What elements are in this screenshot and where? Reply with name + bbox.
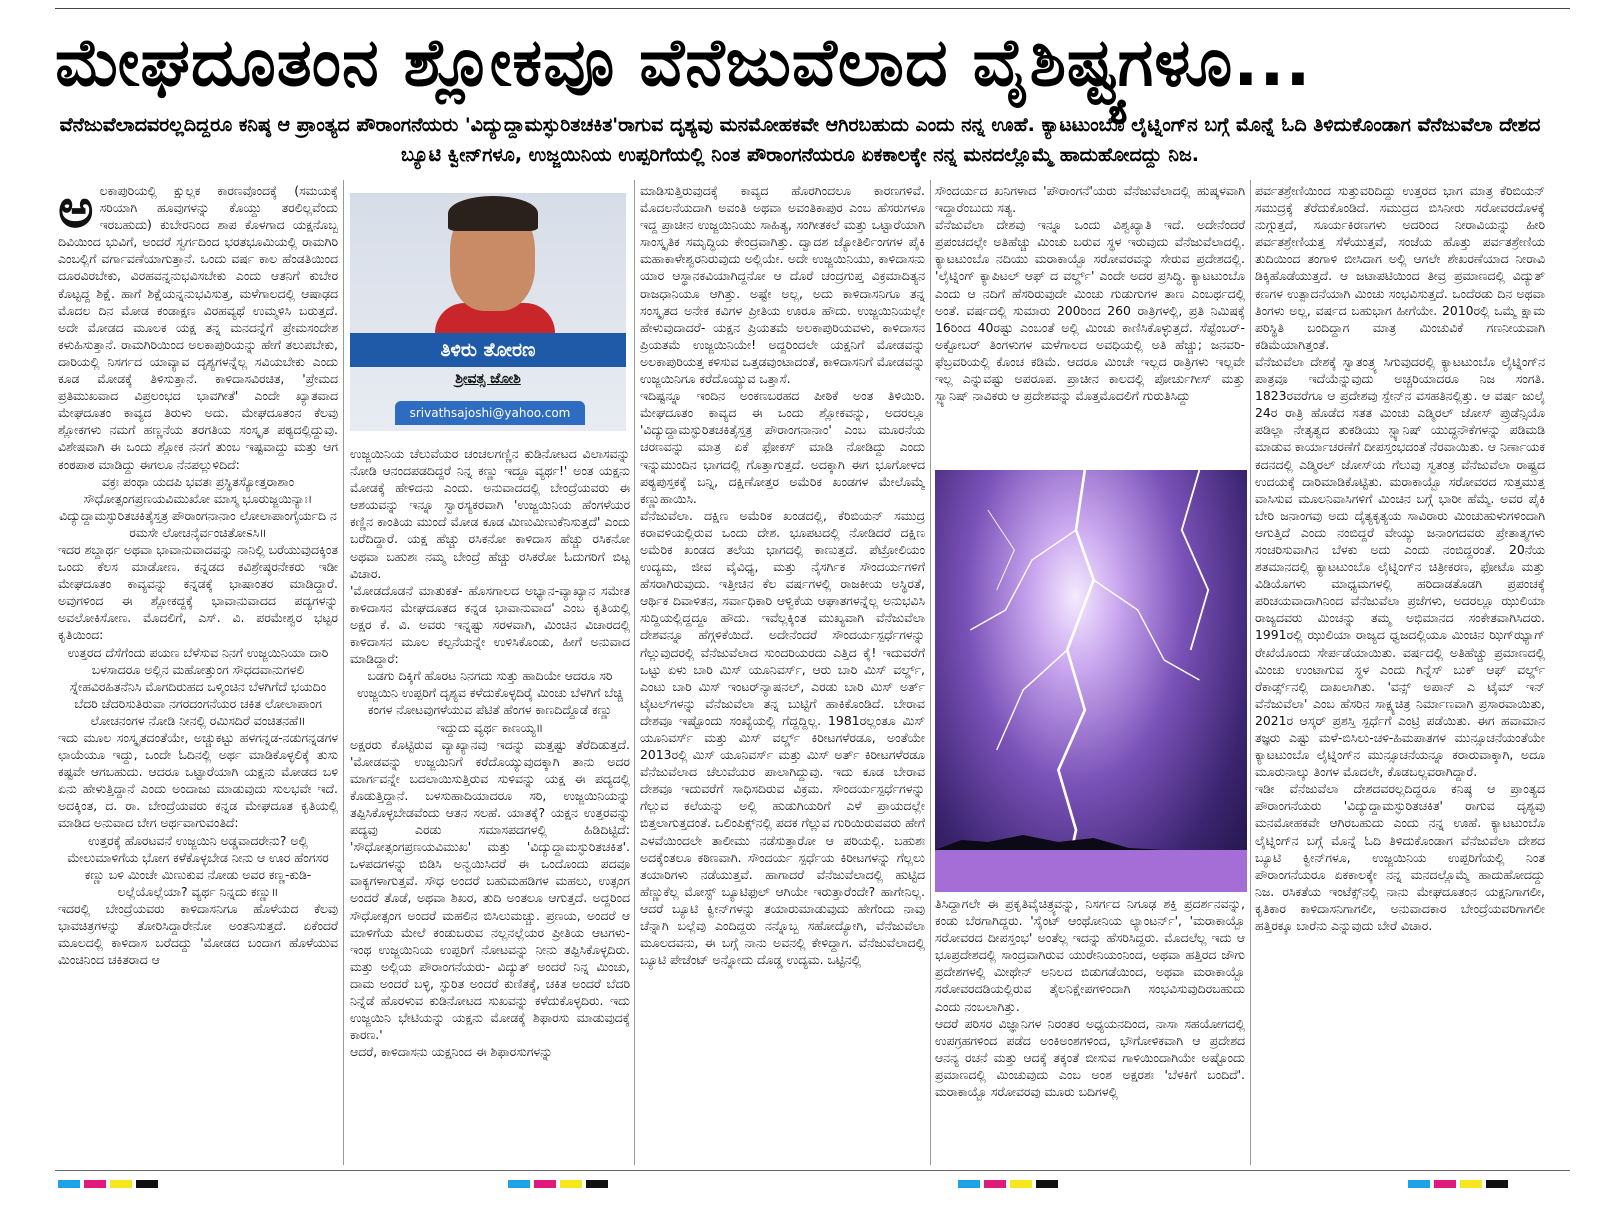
paragraph: ಇಡೀ ವೆನೆಜುವೆಲಾ ದೇಶದವರಲ್ಲದಿದ್ದರೂ ಕನಿಷ್ಠ ಆ ಪ್ರಾಂತ್ಯದ ಪೌರಾಂಗನೆಯರು 'ವಿದ್ಯುದ್ದಾಮಸ್ಫುರಿತಚಕಿತ' ರಾಗುವ ದೃಶ್ಯವು ಮನಮೋಹಕವೇ ಆಗಿರಬಹುದು ಎಂದು ನನ್ನ ಊಹೆ. ಕ್ಯಾಟಟುಂಬೊ ಲೈಟ್ನಿಂಗ್‌ನ ಬಗ್ಗೆ ಮೊನ್ನೆ ಓದಿ ತಿಳಿದುಕೊಂಡಾಗ ವೆನೆಜುವೆಲಾ ದೇಶದ ಬ್ಯೂಟಿ ಕ್ವೀನ್‌ಗಳೂ, ಉಜ್ಜಯಿನಿಯ ಉಪ್ಪರಿಗೆಯಲ್ಲಿ ನಿಂತ ಪೌರಾಂಗನೆಯರೂ ಏಕಕಾಲಕ್ಕೇ ನನ್ನ ಮನದಲ್ಲೊಮ್ಮೆ ಹಾದುಹೋದದ್ದು ನಿಜ. ರಸಿಕತೆಯ ಇಂಟೆಕ್ಸ್‌ನಲ್ಲಿ ನಾನು ಮೇಘದೂತಂನ ಯಕ್ಷನಿಗಾಗಲೀ, ಕೃತಿಕಾರ ಕಾಳಿದಾಸನಿಗಾಗಲೀ, ಅನುವಾದಕಾರ ಬೇಂದ್ರೆಯವರಿಗಾಗಲೀ ಹತ್ತಿರಕ್ಕೂ ಬಾರೆನು ಎನ್ನುವುದು ಬೇರೆ ವಿಚಾರ. [1255,781,1545,934]
paragraph: ಆದರೆ, ಕಾಳಿದಾಸನು ಯಕ್ಷನಿಂದ ಈ ಶಿಫಾರಸುಗಳನ್ನು [350,1044,553,1060]
paragraph: ಲಕಾಪುರಿಯಲ್ಲಿ ಕ್ಷುಲ್ಲಕ ಕಾರಣವೊಂದಕ್ಕೆ (ಸಮಯಕ್ಕೆ ಸರಿಯಾಗಿ ಹೂವುಗಳನ್ನು ಕೊಯ್ದು ತರಲಿಲ್ಲವೆಂದು ಇರಬಹುದು) ಕುಬೇರನಿಂದ ಶಾಪ ಕೊಳಗಾದ ಯಕ್ಷನೊಬ್ಬ ದಿವಿಯಿಂದ ಭುವಿಗೆ, ಅಂದರೆ ಸ್ವರ್ಗದಿಂದ ಭರತಭೂಮಿಯಲ್ಲಿ ರಾಮಗಿರಿ ಎಂಬಲ್ಲಿಗೆ ವರ್ಗಾವಣೆಯಾಗುತ್ತಾನೆ. ಒಂದು ವರ್ಷ ಕಾಲ ಹೆಂಡತಿಯಿಂದ ದೂರವಿರಬೇಕು, ವಿರಹವನ್ನನುಭವಿಸಬೇಕು ಎಂದು ಆತನಿಗೆ ಕುಬೇರ ಕೊಟ್ಟದ್ದ ಶಿಕ್ಷೆ. ಹಾಗೆ ಶಿಕ್ಷೆಯನ್ನನುಭವಿಸುತ್ತ, ಮಳೆಗಾಲದಲ್ಲಿ ಆಷಾಢದ ಮೊದಲ ದಿನ ಮೋಡ ಕಂಡಾಕ್ಷಣ ವಿರಹವ್ಯಥೆ ಉಮ್ಮಳಿಸಿ ಬರುತ್ತದೆ. ಅದೇ ಮೋಡದ ಮೂಲಕ ಯಕ್ಷ ತನ್ನ ಮನದನ್ನೆಗೆ ಪ್ರೇಮಸಂದೇಶ ಕಳುಹಿಸುತ್ತಾನೆ. ರಾಮಗಿರಿಯಿಂದ ಅಲಕಾಪುರಿಯನ್ನು ಹೇಗೆ ತಲುಪಬೇಕು, ದಾರಿಯಲ್ಲಿ ನಿಸರ್ಗದ ಯಾವ್ಯಾವ ದೃಶ್ಯಗಳನ್ನೆಲ್ಲ ಸವಿಯಬೇಕು ಎಂದು ಕೂಡ ಮೋಡಕ್ಕೆ ತಿಳಿಸುತ್ತಾನೆ. ಕಾಳಿದಾಸವಿರಚಿತ, 'ಪ್ರೇಮದ ಪ್ರತಿಮುಖವಾದ ವಿಪ್ರಲಂಭದ ಭಾವಗೀತೆ' ಎಂದೇ ಖ್ಯಾತವಾದ ಮೇಘದೂತಂ ಕಾವ್ಯದ ತಿರುಳು ಅದು. ಮೇಘದೂತಂನ ಕೆಲವು ಶ್ಲೋಕಗಳು ನಮಗೆ ಹಣ್ಣನೆಯ ತರಗತಿಯ ಸಂಸ್ಕೃತ ಪಠ್ಯದಲ್ಲಿದ್ದುವು. ವಿಶೇಷವಾಗಿ ಈ ಒಂದು ಶ್ಲೋಕ ನನಗೆ ತುಂಬ ಇಷ್ಟವಾದ್ದು ಮತ್ತು ಆಗ ಕಂಠಪಾಠ ಮಾಡಿದ್ದು ಈಗಲೂ ನೆನಪಲ್ಲುಳಿದಿದೆ: [58,183,338,472]
headline: ಮೇಘದೂತಂನ ಶ್ಲೋಕವೂ ವೆನೆಜುವೆಲಾದ ವೈಶಿಷ್ಟ್ಯಗಳೂ... [55,24,1312,101]
column-divider [1250,180,1251,1165]
paragraph: ವೆನೆಜುವೆಲಾ. ದಕ್ಷಿಣ ಅಮೆರಿಕ ಖಂಡದಲ್ಲಿ, ಕೆರಿಬಿಯನ್ ಸಮುದ್ರ ಕರಾವಳಿಯಲ್ಲಿರುವ ಒಂದು ದೇಶ. ಭೂಪಟದಲ್ಲಿ ನೋಡಿದರೆ ದಕ್ಷಿಣ ಅಮೆರಿಕ ಖಂಡದ ತಲೆಯ ಭಾಗದಲ್ಲಿ ಕಾಣುತ್ತದೆ. ಪೆಟ್ರೋಲಿಯಂ ಉದ್ಯಮ, ಜೀವ ವೈವಿಧ್ಯ, ಮತ್ತು ನೈಸರ್ಗಿಕ ಸೌಂದರ್ಯಗಳಿಗೆ ಹೆಸರಾಗಿರುವುದು. ಇತ್ತೀಚಿನ ಕೆಲ ವರ್ಷಗಳಲ್ಲಿ ರಾಜಕೀಯ ಅಸ್ಥಿರತೆ, ಆರ್ಥಿಕ ದಿವಾಳಿತನ, ಸರ್ವಾಧಿಕಾರಿ ಆಳ್ವಿಕೆಯ ಆಘಾತಗಳನ್ನೆಲ್ಲ ಅನುಭವಿಸಿ ಸುದ್ದಿಯಲ್ಲಿದ್ದದ್ದೂ ಹೌದು. ಇವೆಲ್ಲಕ್ಕಿಂತ ಮುಖ್ಯವಾಗಿ ವೆನೆಜುವೆಲಾ ದೇಶವನ್ನೂ ಹೆಗ್ಗಳಿಕೆಯಿದೆ. ಅದೇನೆಂದರೆ ಸೌಂದರ್ಯಸ್ಪರ್ಧೆಗಳನ್ನು ಗೆಲ್ಲುವುದರಲ್ಲಿ ವೆನೆಜುವೆಲಾದ ಸುಂದರಿಯರದು ಎತ್ತಿದ ಕೈ! ಇದುವರೆಗೆ ಒಟ್ಟು ಏಳು ಬಾರಿ ಮಿಸ್ ಯೂನಿವರ್ಸ್, ಆರು ಬಾರಿ ಮಿಸ್ ವರ್ಲ್ಡ್, ಎಂಟು ಬಾರಿ ಮಿಸ್ ಇಂಟರ್‌ನ್ಯಾಷನಲ್, ಎರಡು ಬಾರಿ ಮಿಸ್ ಅರ್ತ್ ಟೈಟಲ್‌ಗಳನ್ನು ವೆನೆಜುವೆಲಾ ತನ್ನ ಬುಟ್ಟಿಗೆ ಹಾಕಿಕೊಂಡಿದೆ. ಬೇರಾವ ದೇಶವೂ ಇಷ್ಟೊಂದು ಸಂಖ್ಯೆಯಲ್ಲಿ ಗೆದ್ದದ್ದಿಲ್ಲ. 1981ರಲ್ಲಂತೂ ಮಿಸ್ ಯೂನಿವರ್ಸ್ ಮತ್ತು ಮಿಸ್ ವರ್ಲ್ಡ್ ಕಿರೀಟಗಳೆರಡೂ, ಅಂತೆಯೇ 2013ರಲ್ಲಿ ಮಿಸ್ ಯೂನಿವರ್ಸ್ ಮತ್ತು ಮಿಸ್ ಅರ್ತ್ ಕಿರೀಟಗಳೆರಡೂ ವೆನೆಜುವೆಲಾದ ಚೆಲುವೆಯರ ಪಾಲಾಗಿದ್ದುವು. ಇದು ಕೂಡ ಬೇರಾವ ದೇಶವೂ ಇದುವರೆಗೆ ಸಾಧಿಸದಿರುವ ವಿಕ್ರಮ. ಸೌಂದರ್ಯಸ್ಪರ್ಧೆಗಳನ್ನು ಗೆಲ್ಲುವ ಕಲೆಯನ್ನು ಅಲ್ಲಿ ಹುಡುಗಿಯರಿಗೆ ಎಳೆ ಪ್ರಾಯದಲ್ಲೇ ಬಿತ್ತಲಾಗುತ್ತದಂತೆ. ಒಲಿಂಪಿಕ್ಸ್‌ನಲ್ಲಿ ಪದಕ ಗೆಲ್ಲುವ ಗುರಿಯಿರುವವರು ಹೇಗೆ ಎಳವೆಯಿಂದಲೇ ತಾಲೀಮು ನಡೆಸುತ್ತಾರೋ ಆ ಪರಿಯಲ್ಲಿ. ಬಹುಶಃ ಅದಕ್ಕೆಂತಲೂ ಕಠಿಣವಾಗಿ. ಸೌಂದರ್ಯ ಸ್ಪರ್ಧೆಯ ಕಿರೀಟಗಳನ್ನು ಗೆಲ್ಲಲು ತಯಾರಿಗಳು ನಡೆಯುತ್ತವೆ. ಹಾಗಾದರೆ ವೆನೆಜುವೆಲಾದಲ್ಲಿ ಹುಟ್ಟಿದ ಹೆಣ್ಣುಕೆಲ್ಲ ಮೋಸ್ಟ್ ಬ್ಯೂಟಿಫುಲ್ ಆಗಿಯೇ ಇರುತ್ತಾರೆಂದೇ? ಹಾಗೇನಿಲ್ಲ. ಆದರೆ ಬ್ಯೂಟಿ ಕ್ವೀನ್‌ಗಳನ್ನು ತಯಾರುಮಾಡುವುದು ಹೇಗೆಂದು ನಾವು ಚೆನ್ನಾಗಿ ಬಲ್ಲೆವು ಎಂದಿದ್ದರು ನನ್ನೊಬ್ಬ ಸಹೋದ್ಯೋಗಿ, ವೆನೆಜುವೆಲಾ ಮೂಲದವನು, ಈ ಬಗ್ಗೆ ನಾನು ಅವನಲ್ಲಿ ಕೇಳಿದ್ದಾಗ. ವೆನೆಜುವೆಲಾದಲ್ಲಿ ಬ್ಯೂಟಿ ಪೇಜೆಂಟ್ ಅನ್ನೋದು ದೊಡ್ಡ ಉದ್ಯಮ. ಒಟ್ಟಿನಲ್ಲಿ [640,507,925,968]
column-title: ತಿಳಿರು ತೋರಣ [350,333,626,367]
paragraph: ಮಾಡಿಸುತ್ತಿರುವುದಕ್ಕೆ ಕಾವ್ಯದ ಹೊರಗಿಂದಲೂ ಕಾರಣಗಳಿವೆ. ಮೊದಲನೆಯದಾಗಿ ಅವಂತಿ ಅಥವಾ ಅವಂತಿಕಾಪುರ ಎಂಬ ಹೆಸರುಗಳೂ ಇದ್ದ ಪ್ರಾಚೀನ ಉಜ್ಜಯಿನಿಯು ಸಾಹಿತ್ಯ, ಸಂಗೀತಕಲೆ ಮತ್ತು ಒಟ್ಟಾರೆಯಾಗಿ ಸಾಂಸ್ಕೃತಿಕ ಸಮೃದ್ಧಿಯ ಕೇಂದ್ರವಾಗಿತ್ತು. ದ್ವಾದಶ ಜ್ಯೋತಿರ್ಲಿಂಗಗಳ ಪೈಕಿ ಮಹಾಕಾಳೇಶ್ವರನಿರುವುದು ಅಲ್ಲಿಯೇ. ಅದೇ ಉಜ್ಜಯಿನಿಯು, ಕಾಳಿದಾಸನು ಯಾರ ಆಸ್ಥಾನಕವಿಯಾಗಿದ್ದನೋ ಆ ದೊರೆ ಚಂದ್ರಗುಪ್ತ ವಿಕ್ರಮಾದಿತ್ಯನ ರಾಜಧಾನಿಯೂ ಆಗಿತ್ತು. ಅಷ್ಟೇ ಅಲ್ಲ, ಅದು ಕಾಳಿದಾಸನಿಗೂ ತನ್ನ ಸಂಸ್ಕೃತದ ಅನೇಕ ಕವಿಗಳ ಪ್ರೀತಿಯ ಊರೂ ಹೌದು. ಉಜ್ಜಯಿನಿಯಲ್ಲೇ ಹೇಳುವುದಾದರೆ- ಯಕ್ಷನ ಪ್ರಿಯತಮೆ ಅಲಕಾಪುರಿಯವಳು, ಕಾಳಿದಾಸನ ಪ್ರಿಯತಮೆ ಉಜ್ಜಯಿನಿಯೇ! ಅದ್ದರಿಂದಲೇ ಯಕ್ಷನಿಗೆ ಮೋಡವನ್ನು ಅಲಕಾಪುರಿಯತ್ತ ಕಳಿಸುವ ಒತ್ತಡವುಂಟಾದಂತೆ, ಕಾಳಿದಾಸನಿಗೆ ಮೋಡವನ್ನು ಉಜ್ಜಯಿನಿಗೂ ಕರೆದೊಯ್ಯುವ ಒತ್ತಾಸೆ. [640,183,925,387]
paragraph: ವೆನೆಜುವೆಲಾ ದೇಶವು ಇನ್ನೂ ಒಂದು ವಿಶ್ವಖ್ಯಾತಿ ಇದೆ. ಅದೇನೆಂದರೆ ಪ್ರಪಂಚದಲ್ಲೇ ಅತಿಹೆಚ್ಚು ಮಿಂಚು ಬರುವ ಸ್ಥಳ ಇರುವುದು ವೆನೆಜುವೆಲಾದಲ್ಲಿ. ಕ್ಯಾಟಟುಂಬೊ ನದಿಯು ಮರಾಕಾಯ್ಬೊ ಸರೋವರವನ್ನು ಸೇರುವ ಪ್ರದೇಶದಲ್ಲಿ. 'ಲೈಟ್ನಿಂಗ್ ಕ್ಯಾಪಿಟಲ್ ಆಫ್ ದ ವರ್ಲ್ಡ್' ಎಂದೇ ಅದರ ಪ್ರಸಿದ್ಧಿ. ಕ್ಯಾಟಟುಂಬೊ ಎಂದು ಆ ನದಿಗೆ ಹೆಸರಿರುವುದೇ ಮಿಂಚು ಗುಡುಗುಗಳ ತಾಣ ಎಂಬರ್ಥದಲ್ಲಿ ಅಂತೆ. ವರ್ಷದಲ್ಲಿ ಸುಮಾರು 200ರಿಂದ 260 ರಾತ್ರಿಗಳಲ್ಲಿ, ಪ್ರತಿ ನಿಮಿಷಕ್ಕೆ 16ರಿಂದ 40ರಷ್ಟು ಎಂಬಂತೆ ಅಲ್ಲಿ ಮಿಂಚು ಕಾಣಿಸಿಕೊಳ್ಳುತ್ತದೆ. ಸೆಪ್ಟೆಂಬರ್-ಅಕ್ಟೋಬರ್ ತಿಂಗಳುಗಳ ಮಳೆಗಾಲದ ಅವಧಿಯಲ್ಲಿ ಅತಿ ಹೆಚ್ಚು; ಜನವರಿ-ಫೆಬ್ರವರಿಯಲ್ಲಿ ಕೊಂಚ ಕಡಿಮೆ. ಆದರೂ ಮಿಂಚೇ ಇಲ್ಲದ ರಾತ್ರಿಗಳು ಇಲ್ಲವೇ ಇಲ್ಲ ಎನ್ನುವಷ್ಟು ಅಪರೂಪ. ಪ್ರಾಚೀನ ಕಾಲದಲ್ಲಿ ಪೋರ್ಚುಗೀಸ್ ಮತ್ತು ಸ್ಪ್ಯಾನಿಷ್ ನಾವಿಕರು ಆ ಪ್ರದೇಶವನ್ನು ಮೊತ್ತಮೊದಲಿಗೆ ಗುರುತಿಸಿದ್ದು [935,217,1245,404]
paragraph: ಸೌಂದರ್ಯದ ಖನಿಗಳಾದ 'ಪೌರಾಂಗನೆ'ಯರು ವೆನೆಜುವೆಲಾದಲ್ಲಿ ಹುಷ್ಕಳವಾಗಿ ಇದ್ದಾರೆಂಬುದು ಸತ್ಯ. [935,183,1245,216]
paragraph: 'ಮೋಡದೊಡನೆ ಮಾತುಕತೆ- ಹೊಸಗಾಲದ ಅಭ್ಯಾನ-ವ್ಯಾಖ್ಯಾನ ಸಮೇತ ಕಾಳಿದಾಸನ ಮೇಘದೂತದ ಕನ್ನಡ ಭಾವಾನುವಾದ' ಎಂಬ ಕೃತಿಯಲ್ಲಿ ಅಕ್ಷರ ಕೆ. ವಿ. ಅವರು ಇನ್ನಷ್ಟು ಸರಳವಾಗಿ, ಮಿಂಚಿನ ವಿಚಾರದಲ್ಲಿ ಕಾಳಿದಾಸನ ಮೂಲ ಕಲ್ಪನೆಯನ್ನೇ ಉಳಿಸಿಕೊಂಡು, ಹೀಗೆ ಅನುವಾದ ಮಾಡಿದ್ದಾರೆ: [350,582,630,667]
paragraph: ಆದರೆ ಪರಿಸರ ವಿಜ್ಞಾನಿಗಳ ನಿರಂತರ ಅಧ್ಯಯನದಿಂದ, ನಾಸಾ ಸಹಯೋಗದಲ್ಲಿ ಉಪಗ್ರಹಗಳಿಂದ ಪಡೆದ ಅಂಕಿಅಂಶಗಳಿಂದ, ಭೌಗೋಳಿಕವಾಗಿ ಆ ಪ್ರದೇಶದ ಆನನ್ಯ ರಚನೆ ಮತ್ತು ಆದಕ್ಕೆ ತಕ್ಕಂತೆ ಬೀಸುವ ಗಾಳಿಯಿಂದಾಗಿಯೇ ಅಷ್ಟೊಂದು ಪ್ರಮಾಣದಲ್ಲಿ ಮಿಂಚುವುದು ಎಂಬ ಅಂಶ ಅಕ್ಷರಶಃ 'ಬೆಳಕಿಗೆ ಬಂದಿದೆ'. ಮರಾಕಾಯ್ಬೊ ಸರೋವರವು ಮೂರು ಬದಿಗಳಲ್ಲಿ [935,1015,1245,1100]
article-column-1 [58,182,338,1167]
article-column-4-bottom [935,895,1245,1167]
paragraph: ತಿಸಿದ್ದಾಗಲೇ ಈ ಪ್ರಕೃತಿವೈಚಿತ್ರ್ಯವನ್ನು, ನಿಸರ್ಗದ ನಿಗೂಢ ಶಕ್ತಿ ಪ್ರದರ್ಶನವನ್ನು, ಕಂಡು ಬೆರಗಾಗಿದ್ದರು. 'ಸೈಂಟ್ ಆಂಥೋನಿಯ ಲ್ಯಾಂಟರ್ನ್', 'ಮರಾಕಾಯ್ಬೊ ಸರೋವರದ ದೀಪಸ್ತಂಭ' ಅಂತೆಲ್ಲ ಇದನ್ನು ಹೆಸರಿಸಿದ್ದರು. ಮೊದಲೆಲ್ಲ ಇದು ಆ ಭೂಪ್ರದೇಶದಲ್ಲಿ ಸಾಂದ್ರವಾಗಿರುವ ಯುರೇನಿಯಂನಿಂದ, ಅಥವಾ ಹತ್ತಿರದ ಜೌಗು ಪ್ರದೇಶಗಳಲ್ಲಿ ಮೀಥೇನ್ ಅನಿಲದ ಬಿಡುಗಡೆಯಿಂದ, ಅಥವಾ ಮರಾಕಾಯ್ಬೊ ಸರೋವರದಡಿಯಲ್ಲಿರುವ ತೈಲನಿಕ್ಷೇಪಗಳಿಂದಾಗಿ ಸಂಭವಿಸುವುದಿರಬಹುದು ಎಂದು ನಂಬಲಾಗಿತ್ತು. [935,896,1245,1014]
author-name: ಶ್ರೀವತ್ಸ ಜೋಶಿ [455,371,521,387]
lightning-bolt-graphic [935,470,1247,892]
verse: ಉತ್ತರದ ದೆಸೆಗೆಂದು ಪಯಣ ಬೆಳೆಸುವ ನಿನಗೆ ಉಜ್ಜಯಿನಿಯಾ ದಾರಿ ಬಳಸಾದರೂ ಅಲ್ಲಿನ ಮಹೋತ್ತುಂಗ ಸೌಧದವಾನುಗಳಲಿ ಸ್ನೇಹವಿರಹಿತನೆನಿಸಿ ಮೊಗದಿರುಹದ ಒಳ್ಮಿಂಚಿನ ಬೆಳಗಿಗೆದೆ ಭಯದಿಂ ಬೆದರಿ ಚೆದರಿಸುತಿರುವಾ ನಗರದಂಗನೆಯರ ಚಕಿತ ಲೋಲಾಪಾಂಗ ಲೋಚನಂಗಳ ನೋಡಿ ನೀನಲ್ಲಿ ರಮಿಸದಿರೆ ವಂಚಿತನಹೆ॥ [67,644,329,728]
color-registration-marks [958,1180,1058,1188]
paragraph: ಇದರಲ್ಲಿ ಬೇಂದ್ರೆಯವರು ಕಾಳಿದಾಸನಿಗೂ ಹೊಳೆಯದ ಕೆಲವು ಭಾವಚಿತ್ರಗಳನ್ನು ತೋರಿಸಿದ್ದಾರೇನೋ ಅಂತನಿಸುತ್ತದೆ. ಏಕೆಂದರೆ ಮೂಲದಲ್ಲಿ ಕಾಳಿದಾಸ ಬರೆದದ್ದು 'ಮೋಡದ ಬಂದಾಗ ಹೊಳೆಯುವ ಮಿಂಚಿನಿಂದ ಚಕಿತರಾದ ಆ [58,900,338,968]
paragraph: ವೆನೆಜುವೆಲಾ ದೇಶಕ್ಕೆ ಸ್ವಾತಂತ್ರ್ಯ ಸಿಗುವುದರಲ್ಲಿ ಕ್ಯಾಟಟುಂಬೊ ಲೈಟ್ನಿಂಗ್‌ನ ಪಾತ್ರವೂ ಇದೆಯೆನ್ನುವುದು ಅಚ್ಚರಿಯಾದರೂ ನಿಜ ಸಂಗತಿ. 1823ರವರೆಗೂ ಆ ಪ್ರದೇಶವು ಸ್ಪೇನ್‌ನ ವಸಹತಿನಲ್ಲಿತ್ತು. ಆ ವರ್ಷ ಜುಲೈ 24ರ ರಾತ್ರಿ ಹೊಡೆದ ಸತತ ಮಿಂಚು ಎಡ್ಮಿರಲ್ ಜೋಸ್ ಪ್ರುಡೆನ್ಸಿಯೊ ಪಡಿಲ್ಲಾ ನೇತೃತ್ವದ ತುಕಡಿಯು ಸ್ಪ್ಯಾನಿಷ್ ಯುದ್ಧನೌಕೆಗಳನ್ನು ಪಡಿಮಡಿ ಮಾಡುವ ಕಾರ್ಯಾಚರಣೆಗೆ ದೀಪಸ್ತಂಭದಂತೆ ನೆರವಾಯಿತು. ಆ ನಿರ್ಣಾಯಕ ಕದನದಲ್ಲಿ ಎಡ್ಮಿರಲ್ ಜೋಸ್‌ಯ ಗೆಲುವು ಸ್ವತಂತ್ರ ವೆನೆಜುವೆಲಾ ರಾಷ್ಟ್ರದ ಉದಯಕ್ಕೆ ದಾರಿಮಾಡಿಕೊಟ್ಟಿತು. ಮರಾಕಾಯ್ಬೊ ಸರೋವರದ ಸುತ್ತಮುತ್ತ ವಾಸಿಸುವ ಮೂಲನಿವಾಸಿಗಳಿಗೆ ಮಿಂಚಿನ ಬಗ್ಗೆ ಭಾರೀ ಹೆಮ್ಮೆ. ಅವರ ಪೈಕಿ ಬೇರಿ ಜನಾಂಗವು ಅದು ದೈತ್ಯಕೃತ್ಯಯ ಸಾವಿರಾರು ಮಿಂಚುಹುಳುಗಳಿಂದಾಗಿ ಆಗುತ್ತಿದೆ ಎಂದು ನಂಬಿದ್ದರೆ ವೇಯ್ಯು ಜನಾಂಗದವರು ಪ್ರೇತಾತ್ಮಗಳು ಸಂಚರಿಸುವಾಗಿನ ಬೆಳಕು ಅದು ಎಂದು ನಂಬಿದ್ದರಂತೆ. 20ನೆಯ ಶತಮಾನದಲ್ಲಿ ಕ್ಯಾಟಟುಂಬೊ ಲೈಟ್ನಿಂಗ್‌ನ ಚಿತ್ರೀಕರಣ, ಫೋಟೊ ಮತ್ತು ವಿಡಿಯೊಗಳು ಮಾಧ್ಯಮಗಳಲ್ಲಿ ಹರಿದಾಡತೊಡಗಿ ಪ್ರಪಂಚಕ್ಕೆ ಪರಿಚಯವಾದಾಗಿನಿಂದ ವೆನೆಜುವೆಲಾ ಪ್ರಜೆಗಳು, ಅದರಲ್ಲೂ ಝುಲಿಯಾ ರಾಜ್ಯದವರು ಮಿಂಚನ್ನು ತಮ್ಮ ಅಭಿಮಾನದ ಸಂಕೇತವಾಗಿಸಿದರು. 1991ರಲ್ಲಿ ಝುಲಿಯಾ ರಾಜ್ಯದ ಧ್ವಜದಲ್ಲಿಯೂ ಮಿಂಚಿನ ಝಿಗ್‌ಝ್ಯಾಗ್ ರೇಖೆಯೊಂದು ಸೇರ್ಪಡೆಯಾಯಿತು. ವರ್ಷದಲ್ಲಿ ಅತಿಹೆಚ್ಚು ಪ್ರಮಾಣದಲ್ಲಿ ಮಿಂಚು ಉಂಟಾಗುವ ಸ್ಥಳ ಎಂದು ಗಿನ್ನೆಸ್ ಬುಕ್ ಆಫ್ ವರ್ಲ್ಡ್ ರೆಕಾರ್ಡ್ಸ್‌ನಲ್ಲಿ ದಾಖಲಾಗಿತು. 'ವನ್ಸ್ ಅಪಾನ್ ಎ ಟೈಮ್ ಇನ್ ವೆನೆಜುವೆಲಾ' ಎಂಬ ಹೆಸರಿನ ಸಾಕ್ಷ್ಯಚಿತ್ರ ನಿರ್ಮಾಣವಾಗಿ ಪ್ರಸಾರವಾಯಿತು, 2021ರ ಆಸ್ಕರ್ ಪ್ರಶಸ್ತಿ ಸ್ಪರ್ಧೆಗೆ ಎಂಟ್ರಿ ಪಡೆಯಿತು. ಈಗ ಹವಾಮಾನ ತಜ್ಞರು ಎಷ್ಟು ಮಳೆ-ಬಿಸಿಲು-ಚಳಿ-ಹಿಮಪಾತಗಳ ಮುನ್ಸೂಚನೆಯಂತೆಯೇ ಕ್ಯಾಟಟುಂಬೊ ಲೈಟ್ನಿಂಗ್‌ನ ಮುನ್ಸೂಚನೆಯನ್ನೂ ಕರಾರುವಾಕ್ಕಾಗಿ, ಅದೂ ಮೂರುನಾಲ್ಕು ತಿಂಗಳ ಮೊದಲೇ, ಕೊಡಬಲ್ಲವರಾಗಿದ್ದಾರೆ. [1255,353,1545,780]
top-rule [55,8,1570,9]
verse: ಬಡಗು ದಿಕ್ಕಿಗೆ ಹೊರಟ ನಿನಗದು ಸುತ್ತು ಹಾದಿಯೇ ಆದರೂ ಸರಿ ಉಜ್ಜಯಿನಿ ಉಪ್ಪರಿಗೆ ದೃಶ್ಯವ ಕಳೆದುಕೊಳ್ಳದಿರೈ ಮಿಂಚು ಬೆಳಗಿಗೆ ಬೆಚ್ಚಿ ಕಂಗಳ ನೋಟವುಗಳೆಯುವ ಪೆಟಿತೆ ಹೆಂಗಳ ಕಾಣದಿದ್ದೊಡೆ ಕಣ್ಣು ಇದ್ದುದು ವ್ಯರ್ಥ ಕಾಣಯ್ಯ॥ [357,668,623,735]
subheadline: ವೆನೆಜುವೆಲಾದವರಲ್ಲದಿದ್ದರೂ ಕನಿಷ್ಠ ಆ ಪ್ರಾಂತ್ಯದ ಪೌರಾಂಗನೆಯರು 'ವಿದ್ಯುದ್ದಾಮಸ್ಫುರಿತಚಕಿತ'ರಾಗುವ ದೃಶ್ಯವು ಮನಮೋಹಕವೇ ಆಗಿರಬಹುದು ಎಂದು ನನ್ನ ಊಹೆ. ಕ್ಯಾಟಟುಂಬೊ ಲೈಟ್ನಿಂಗ್‌ನ ಬಗ್ಗೆ ಮೊನ್ನೆ ಓದಿ ತಿಳಿದುಕೊಂಡಾಗ ವೆನೆಜುವೆಲಾ ದೇಶದ ಬ್ಯೂಟಿ ಕ್ವೀನ್‌ಗಳೂ, ಉಜ್ಜಯಿನಿಯ ಉಪ್ಪರಿಗೆಯಲ್ಲಿ ನಿಂತ ಪೌರಾಂಗನೆಯರೂ ಏಕಕಾಲಕ್ಕೇ ನನ್ನ ಮನದಲ್ಲೊಮ್ಮೆ ಹಾದುಹೋದದ್ದು ನಿಜ. [59,114,1541,166]
article-column-4-top [935,182,1245,467]
columnist-box [350,193,626,431]
color-registration-marks [1408,1180,1508,1188]
bottom-rule [55,1170,1570,1171]
article-column-2 [350,445,630,1167]
paragraph: ಇದಿಷ್ಟನ್ನೂ ಇಂದಿನ ಅಂಕಣಬರಹದ ಪೀಠಿಕೆ ಅಂತ ತಿಳಿಯಿರಿ. ಮೇಘದೂತಂ ಕಾವ್ಯದ ಈ ಒಂದು ಶ್ಲೋಕವನ್ನು, ಅದರಲ್ಲೂ 'ವಿದ್ಯುದ್ದಾಮಸ್ಫುರಿತಚಕಿತೈಸ್ತತ್ರ ಪೌರಾಂಗನಾನಾಂ' ಎಂಬ ಮೂರನೆಯ ಚರಣವನ್ನು ಮಾತ್ರ ಏಕೆ ಫೋಕಸ್ ಮಾಡಿ ನೋಡಿದ್ದು ಎಂದು ಇನ್ನುಮುಂದಿನ ಭಾಗದಲ್ಲಿ ಗೊತ್ತಾಗುತ್ತದೆ. ಅದಕ್ಕಾಗಿ ಈಗ ಭೂಗೋಳದ ಪಠ್ಯಪುಸ್ತಕಕ್ಕೆ ಬನ್ನಿ, ದಕ್ಷಿಣೋತ್ತರ ಅಮೆರಿಕ ಖಂಡಗಳ ಮೇಲೊಮ್ಮೆ ಕಣ್ಣುಹಾಯಿಸಿ. [640,388,925,506]
color-registration-marks [508,1180,608,1188]
paragraph: ಪರ್ವತಶ್ರೇಣಿಯಿಂದ ಸುತ್ತುವರಿದಿದ್ದು ಉತ್ತರದ ಭಾಗ ಮಾತ್ರ ಕೆರಿಬಿಯನ್ ಸಮುದ್ರಕ್ಕೆ ತೆರೆದುಕೊಂಡಿದೆ. ಸಮುದ್ರದ ಬಿಸಿನೀರು ಸರೋವರದೊಳಕ್ಕೆ ನುಗ್ಗುತ್ತದೆ, ಸೂರ್ಯಕಿರಣಗಳು ಅದರಿಂದ ನೀರಾವಿಯನ್ನು ಹೀರಿ ಪರ್ವತಶ್ರೇಣಿಯತ್ತ ಸೆಳೆಯುತ್ತವೆ, ಸಂಜೆಯ ಹೊತ್ತು ಪರ್ವತಶ್ರೇಣಿಯ ತುದಿಯಿಂದ ತಂಗಾಳಿ ಬೀಸಿದಾಗ ಅಲ್ಲಿ ಆಗಲೇ ಶೇಖರಣೆಯಾದ ನೀರಾವಿ ಡಿಕ್ಕಿಹೊಡೆಯುತ್ತದೆ. ಆ ಜಟಾಪಟಿಯಿಂದ ತೀವ್ರ ಪ್ರಮಾಣದಲ್ಲಿ ವಿದ್ಯುತ್ ಕಣಗಳ ಉತ್ಪಾದನೆಯಾಗಿ ಮಿಂಚು ಸಂಭವಿಸುತ್ತದೆ. ಒಂದೆರಡು ದಿನ ಅಥವಾ ತಿಂಗಳು ಅಲ್ಲ, ವರ್ಷದ ಬಹುಭಾಗ ಹೀಗೆಯೇ. 2010ರಲ್ಲಿ ಒಮ್ಮೆ ಕ್ಷಾಮ ಪರಿಸ್ಥಿತಿ ಬಂದಿದ್ದಾಗ ಮಾತ್ರ ಮಿಂಚುವಿಕೆ ಗಣನೀಯವಾಗಿ ಕಡಿಮೆಯಾಗಿತ್ತಂತೆ. [1255,183,1545,352]
paragraph: ಇದರ ಶಬ್ದಾರ್ಥ ಅಥವಾ ಭಾವಾನುವಾದವನ್ನು ನಾನಿಲ್ಲಿ ಬರೆಯುವುದಕ್ಕಿಂತ ಒಂದು ಕೆಲಸ ಮಾಡೋಣ. ಕನ್ನಡದ ಕವಿಶ್ರೇಷ್ಠರನೇಕರು ಇಡೀ ಮೇಘದೂತಂ ಕಾವ್ಯವನ್ನು ಕನ್ನಡಕ್ಕೆ ಭಾಷಾಂತರ ಮಾಡಿದ್ದಾರೆ. ಅವುಗಳಿಂದ ಈ ಶ್ಲೋಕದ್ದಕ್ಕೆ ಭಾವಾನುವಾದದ ಪದ್ಯಗಳನ್ನು ಅವಲೋಕಿಸೋಣ. ಮೊದಲಿಗೆ, ಎಸ್. ವಿ. ಪರಮೇಶ್ವರ ಭಟ್ಟರ ಕೃತಿಯಿಂದ: [58,541,338,643]
verse: ವಕ್ರಃ ಪಂಥಾ ಯದಪಿ ಭವತಃ ಪ್ರಸ್ಥಿತಸ್ಯೋತ್ತರಾಶಾಂ ಸೌಧೋತ್ಸಂಗಪ್ರಣಯವಿಮುಖೋ ಮಾಸ್ಮ ಭೂರುಜ್ಜಯಿನ್ಯಾಃ। ವಿದ್ಯುದ್ದಾಮಸ್ಫುರಿತಚಕಿತೈಸ್ತತ್ರ ಪೌರಾಂಗನಾನಾಂ ಲೋಲಾಪಾಂಗೈರ್ಯದಿ ನ ರಮಸೇ ಲೋಚನೈರ್ವಂಚಿತೋಽಸಿ॥ [59,473,337,540]
drop-cap: ಅ [58,182,94,240]
paragraph: ಅಕ್ಷರರು ಕೊಟ್ಟಿರುವ ವ್ಯಾಖ್ಯಾನವು ಇದನ್ನು ಮತ್ತಷ್ಟು ತೆರೆದಿಡುತ್ತದೆ. 'ಮೋಡವನ್ನು ಉಜ್ಜಯಿನಿಗೆ ಕರೆದೊಯ್ಯುವುದಕ್ಕಾಗಿ ತಾನು ಅದರ ಮಾರ್ಗವನ್ನೇ ಬದಲಾಯಿಸುತ್ತಿರುವ ಸುಳಿವನ್ನು ಯಕ್ಷ ಈ ಪದ್ಯದಲ್ಲಿ ಕೊಡುತ್ತಿದ್ದಾನೆ. ಬಳಸುಹಾದಿಯಾದರೂ ಸರಿ, ಉಜ್ಜಯಿನಿಯನ್ನು ತಪ್ಪಿಸಿಕೊಳ್ಳಬೇಡವೆಂದು ಆತನ ಸಲಹೆ. ಯಾತಕ್ಕೆ? ಯಕ್ಷನ ಉತ್ತರವನ್ನು ಪದ್ಯವು ಎರಡು ಸಮಾಸಪದಗಳಲ್ಲಿ ಹಿಡಿದಿಟ್ಟಿದೆ: 'ಸೌಧೋತ್ಸಂಗಪ್ರಣಯವಿಮುಖ' ಮತ್ತು 'ವಿದ್ಯುದ್ದಾಮಸ್ಫುರಿತಚಕಿತ'. ಒಳಪದಗಳನ್ನು ಬಿಡಿಸಿ ಅನ್ವಯಿಸಿದರೆ ಈ ಒಂದೊಂದು ಪದವೂ ವಾಕ್ಯಗಳಾಗುತ್ತವೆ. ಸೌಧ ಅಂದರೆ ಬಹುಮಹಡಿಗಳ ಮಹಲು, ಉತ್ಸಂಗ ಅಂದರೆ ತೊಡೆ, ಅಥವಾ ಶಿಖರ, ತುದಿ ಅಂತಲೂ ಆಗುತ್ತದೆ. ಅದ್ದರಿಂದ ಸೌಧೋತ್ಸಂಗ ಅಂದರೆ ಮಹಲಿನ ಬಿಸಿಲುಮಚ್ಚು. ಪ್ರಣಯ, ಅಂದರೆ ಆ ಮಾಳಿಗೆಯ ಮೇಲೆ ಕಂಡುಬರುವ ನಲ್ಲನಲ್ಲೆಯರ ಪ್ರೀತಿಯ ಆಟಗಳು- ಇಂಥ ಉಜ್ಜಯಿನಿಯ ಉಪ್ಪರಿಗೆ ನೋಟವನ್ನು ನೀನು ತಪ್ಪಿಸಿಕೊಳ್ಳದಿರು. ಮತ್ತು ಅಲ್ಲಿಯ ಪೌರಾಂಗನೆಯರು- ವಿದ್ಯುತ್ ಅಂದರೆ ನಿನ್ನ ಮಿಂಚು, ದಾಮ ಅಂದರೆ ಬಳ್ಳಿ, ಸ್ಫುರಿತ ಅಂದರೆ ಕುಣಿತಕ್ಕೆ, ಚಕಿತ ಅಂದರೆ ಬೆದರಿ ನಿನ್ನೆಡೆ ಹೊರಳುವ ಕುಡಿನೋಟದ ಸುಖವನ್ನು ಕಳೆದುಕೊಳ್ಳದಿರು. ಇದು ಉಜ್ಜಯಿನಿ ಭೇಟಿಯನ್ನು ಯಕ್ಷನು ಮೋಡಕ್ಕೆ ಶಿಫಾರಸು ಮಾಡುವುದಕ್ಕೆ ಕಾರಣ.' [350,736,630,1043]
paragraph: ಉಜ್ಜಯಿನಿಯ ಚೆಲುವೆಯರ ಚಂಚಲಗಣ್ಣಿನ ಕುಡಿನೋಟದ ವಿಲಾಸವನ್ನು ನೋಡಿ ಆನಂದಪಡದಿದ್ದರೆ ನಿನ್ನ ಕಣ್ಣು ಇದ್ದೂ ವ್ಯರ್ಥ!' ಅಂತ ಯಕ್ಷನು ಮೋಡಕ್ಕೆ ಹೇಳಿದನು ಎಂದು. ಅನುವಾದದಲ್ಲಿ ಬೇಂದ್ರೆಯವರು ಈ ಆಶಯವನ್ನು ಇನ್ನೂ ಸ್ವಾರಸ್ಯಕರವಾಗಿ 'ಉಜ್ಜಯಿನಿಯ ಹೆಂಗಳೆಯರ ಕಣ್ಣಿನ ಕಾಂತಿಯ ಮುಂದೆ ಮೋಡ ಕೂಡ ಮಿಣುಮಿಣುಕೆನಿಸುತ್ತದೆ' ಎಂದು ಬರೆದಿದ್ದಾರೆ. ಯಕ್ಷ ಹೆಚ್ಚು ರಸಿಕನೋ ಕಾಳಿದಾಸ ಹೆಚ್ಚು ರಸಿಕನೋ ಅಥವಾ ಬಹುಶಃ ನಮ್ಮ ಬೇಂದ್ರೆ ಹೆಚ್ಚು ರಸಿಕರೋ ಓದುಗರಿಗೆ ಬಿಟ್ಟ ವಿಚಾರ. [350,446,630,581]
author-email[interactable]: srivathsajoshi@yahoo.com [395,401,585,425]
verse: ಉತ್ತರಕ್ಕೆ ಹೊರಟವನೆ ಉಜ್ಜಯಿನಿ ಅಡ್ಡವಾದರೇನು? ಅಲ್ಲಿ ಮೇಲುಮಾಳಿಗೆಯ ಭೋಗ ಕಳೆಕೊಳ್ಳಬೇಡ ನೀನು ಆ ಊರ ಹೆಂಗಸರ ಕಣ್ಣು ಬಳಿ ಮಿಂಚೇ ಮಿಣುಕುವ ನೋಡು ಅವರ ಕಣ್ಣ-ಕುಡಿ-ಲಲ್ಲೆಯೊಲ್ಲೆಯಾ? ವ್ಯರ್ಥ ನಿನ್ನದು ಕಣ್ಣು॥ [67,832,329,899]
article-column-5 [1255,182,1545,1167]
lightning-photo [935,470,1247,892]
column-divider [930,180,931,1165]
column-divider [343,180,344,1165]
color-registration-marks [58,1180,158,1188]
article-column-3 [640,182,925,1167]
column-divider [634,180,635,1165]
paragraph: ಇದು ಮೂಲ ಸಂಸ್ಕೃತದಂತೆಯೇ, ಅಚ್ಚುಕಟ್ಟು ಹಳಗನ್ನಡ-ನಡುಗನ್ನಡಗಳ ಛಾಯೆಯೂ ಇದ್ದು, ಒಂದೇ ಓದಿನಲ್ಲಿ ಅರ್ಥ ಮಾಡಿಕೊಳ್ಳಲಿಕ್ಕೆ ತುಸು ಕಷ್ಟವೇ ಆಗಬಹುದು. ಆದರೂ ಒಟ್ಟಾರೆಯಾಗಿ ಯಕ್ಷನು ಮೋಡದ ಬಳಿ ಏನು ಹೇಳುತ್ತಿದ್ದಾನೆ ಎಂದು ಅಂದಾಜು ಮಾಡುವುದು ಸುಲಭವೇ ಇದೆ. ಅದಕ್ಕಿಂತ, ದ. ರಾ. ಬೇಂದ್ರೆಯವರು ಕನ್ನಡ ಮೇಘದೂತ ಕೃತಿಯಲ್ಲಿ ಮಾಡಿದ ಅನುವಾದ ಬೇಗ ಅರ್ಥವಾಗುವಂತಿದೆ: [58,730,338,831]
